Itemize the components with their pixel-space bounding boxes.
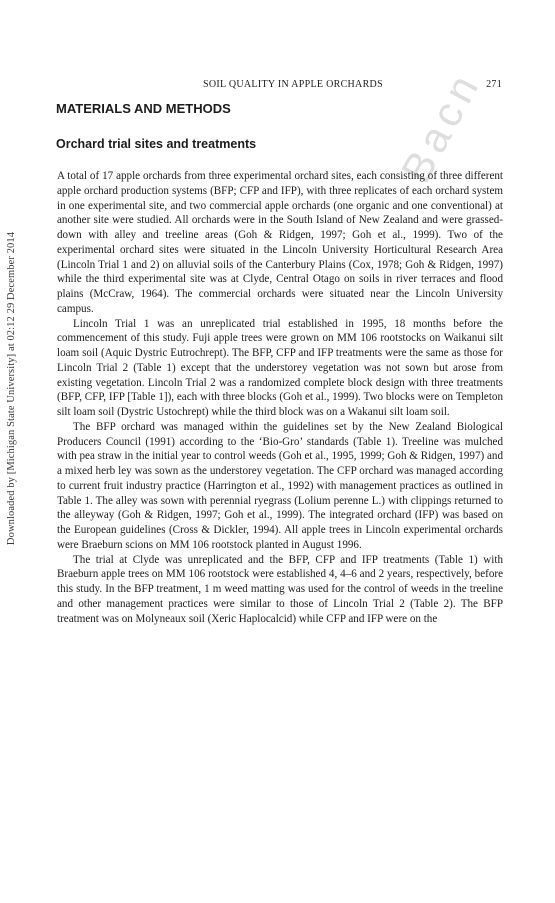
paragraph-clyde-trial: The trial at Clyde was unreplicated and the BFP, CFP and IFP treatments (Table 1) with Braeburn apple trees on MM 106 rootstock were established 4, 4–6 and 2 years, respectively, before this study. In the BFP treatment, 1 m weed matting was used for the control of weeds in the treeline and other management practices were similar to those of Lincoln Trial 2 (Table 2). The BFP treatment was on Molyneaux soil (Xeric Haplocalcid) while CFP and IFP were on the	[57, 553, 503, 625]
body-text	[57, 169, 503, 626]
subsection-heading: Orchard trial sites and treatments	[56, 137, 257, 151]
paragraph-bfp-orchard: The BFP orchard was managed within the guidelines set by the New Zealand Biological Producers Council (1991) according to the ‘Bio-Gro’ standards (Table 1). Treeline was mulched with pea straw in the initial year to control weeds (Goh et al., 1995, 1999; Goh & Ridgen, 1997) and a mixed herb ley was sown as the understorey vegetation. The CFP orchard was managed according to current fruit industry practice (Harrington et al., 1992) with management practices as outlined in Table 1. The alley was sown with perennial ryegrass (Lolium perenne L.) with clippings returned to the alleyway (Goh & Ridgen, 1997; Goh et al., 1999). The integrated orchard (IFP) was based on the European guidelines (Cross & Dickler, 1994). All apple trees in Lincoln experimental orchards were Braeburn scions on MM 106 rootstock planted in August 1996.	[57, 420, 503, 551]
download-watermark-text: Downloaded by [Michigan State University] at 02:12 29 December 2014	[6, 231, 18, 545]
publisher-logo-watermark: Bacn	[392, 62, 490, 191]
paragraph-intro: A total of 17 apple orchards from three experimental orchard sites, each consisting of three different apple orchard production systems (BFP; CFP and IFP), with three replicates of each orchard system in one experimental site, and two commercial apple orchards (one organic and one conventional) at another site were studied. All orchards were in the South Island of New Zealand and were grassed-down with alley and treeline areas (Goh & Ridgen, 1997; Goh et al., 1999). Two of the experimental orchard sites were situated in the Lincoln University Horticultural Research Area (Lincoln Trial 1 and 2) on alluvial soils of the Canterbury Plains (Cox, 1978; Goh & Ridgen, 1997) while the third experimental site was at Clyde, Central Otago on soils in river terraces and flood plains (McCraw, 1964). The commercial orchards were situated near the Lincoln University campus.	[57, 170, 503, 315]
section-heading: MATERIALS AND METHODS	[56, 101, 231, 116]
paragraph-lincoln-trial-1: Lincoln Trial 1 was an unreplicated trial established in 1995, 18 months before the commencement of this study. Fuji apple trees were grown on MM 106 rootstocks on Waikanui silt loam soil (Aquic Dystric Eutrochrept). The BFP, CFP and IFP treatments were the same as those for Lincoln Trial 2 (Table 1) except that the understorey vegetation was not sown but arose from existing vegetation. Lincoln Trial 2 was a randomized complete block design with three treatments (BFP, CFP, IFP [Table 1]), each with three blocks (Goh et al., 1999). Two blocks were on Templeton silt loam soil (Dystric Ustochrept) while the third block was on a Wakanui silt loam soil.	[57, 317, 503, 418]
page-number: 271	[486, 79, 502, 90]
download-watermark	[1, 128, 23, 648]
running-title: SOIL QUALITY IN APPLE ORCHARDS	[203, 79, 383, 90]
